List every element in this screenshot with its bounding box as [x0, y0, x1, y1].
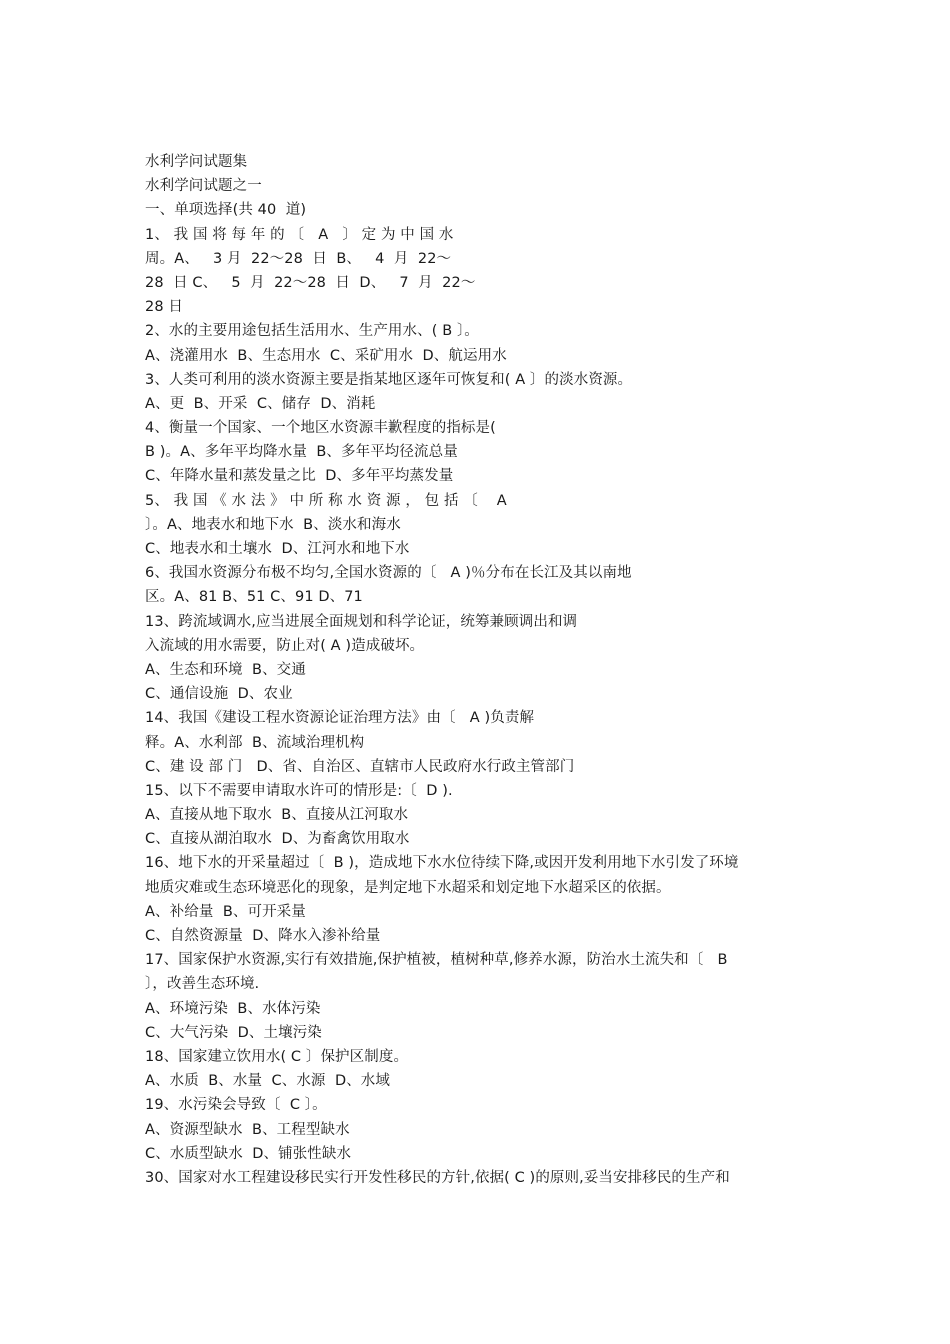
question-line: 28 日: [145, 299, 183, 316]
options-line: A、生态和环境 B、交通: [145, 661, 306, 678]
document-subtitle: 水利学问试题之一: [145, 178, 262, 195]
options-line: C、地表水和土壤水 D、江河水和地下水: [145, 541, 410, 557]
question-line: 〕，改善生态环境.: [145, 976, 260, 993]
question-line: 6、我国水资源分布极不均匀,全国水资源的〔 A )％分布在长江及其以南地: [145, 565, 632, 582]
options-line: A、资源型缺水 B、工程型缺水: [145, 1121, 350, 1138]
options-line: A、水质 B、水量 C、水源 D、水域: [145, 1073, 391, 1090]
options-line: A、更 B、开采 C、储存 D、消耗: [145, 395, 376, 412]
question-line: 18、国家建立饮用水( C 〕保护区制度。: [145, 1048, 409, 1065]
section-heading: 一、单项选择(共 40 道): [145, 202, 307, 219]
options-line: C、通信设施 D、农业: [145, 686, 293, 703]
question-line: 17、国家保护水资源,实行有效措施,保护植被，植树种草,修养水源，防治水土流失和〔 B: [145, 952, 728, 969]
question-line: 4、衡量一个国家、一个地区水资源丰歉程度的指标是(: [145, 420, 496, 437]
question-line: 16、地下水的开采量超过〔 B )，造成地下水水位待续下降,或因开发利用地下水引发了环境: [145, 855, 739, 872]
options-line: C、自然资源量 D、降水入渗补给量: [145, 928, 381, 944]
options-line: C、大气污染 D、土壤污染: [145, 1024, 322, 1041]
question-line: 30、国家对水工程建设移民实行开发性移民的方针,依据( C )的原则,妥当安排移民的生产和: [145, 1169, 730, 1186]
document-body: [145, 150, 815, 1190]
options-line: A、直接从地下取水 B、直接从江河取水: [145, 807, 409, 824]
options-line: B )。A、多年平均降水量 B、多年平均径流总量: [145, 444, 458, 461]
question-line: 1、 我 国 将 每 年 的 〔 A 〕 定 为 中 国 水: [145, 226, 454, 243]
question-line: 地质灾难或生态环境恶化的现象，是判定地下水超采和划定地下水超采区的依据。: [145, 879, 671, 896]
options-line: A、补给量 B、可开采量: [145, 903, 306, 920]
question-line: 13、跨流域调水,应当进展全面规划和科学论证，统筹兼顾调出和调: [145, 613, 578, 630]
options-line: C、建 设 部 门 D、省、自治区、直辖市人民政府水行政主管部门: [145, 758, 575, 775]
options-line: C、直接从湖泊取水 D、为畜禽饮用取水: [145, 831, 410, 848]
question-line: 5、 我 国 《 水 法 》 中 所 称 水 资 源 ， 包 括 〔 A: [145, 492, 507, 509]
options-line: 〕。A、地表水和地下水 B、淡水和海水: [145, 516, 401, 533]
question-line: 19、水污染会导致〔 C 〕。: [145, 1097, 327, 1114]
question-line: 28 日 C、 5 月 22～28 日 D、 7 月 22～: [145, 274, 476, 291]
options-line: 释。A、水利部 B、流域治理机构: [145, 734, 365, 751]
options-line: 区。A、81 B、51 C、91 D、71: [145, 589, 363, 606]
options-line: A、环境污染 B、水体污染: [145, 1000, 321, 1017]
options-line: A、浇灌用水 B、生态用水 C、采矿用水 D、航运用水: [145, 347, 507, 364]
question-line: 周。A、 3 月 22～28 日 B、 4 月 22～: [145, 250, 452, 267]
question-line: 14、我国《建设工程水资源论证治理方法》由〔 A )负责解: [145, 710, 535, 727]
options-line: C、年降水量和蒸发量之比 D、多年平均蒸发量: [145, 468, 454, 485]
document-title: 水利学问试题集: [145, 154, 248, 170]
question-line: 入流域的用水需要，防止对( A )造成破坏。: [145, 637, 425, 654]
question-line: 3、人类可利用的淡水资源主要是指某地区逐年可恢复和( A 〕的淡水资源。: [145, 371, 633, 388]
options-line: C、水质型缺水 D、铺张性缺水: [145, 1145, 352, 1162]
question-line: 2、水的主要用途包括生活用水、生产用水、( B 〕。: [145, 323, 479, 340]
question-line: 15、以下不需要申请取水许可的情形是:〔 D ).: [145, 782, 453, 799]
